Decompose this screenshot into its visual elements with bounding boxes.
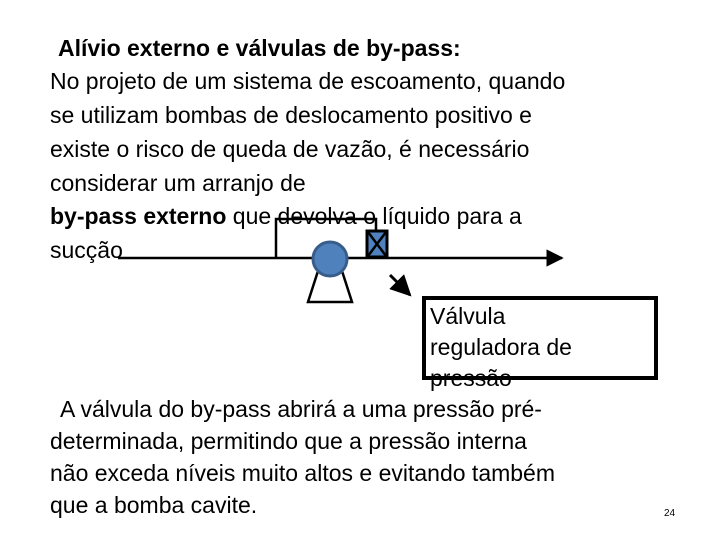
bypass-term: by-pass externo	[50, 203, 227, 229]
callout-label	[430, 301, 572, 394]
conclusion-line-1: A válvula do by-pass abrirá a uma pressão pré-	[60, 396, 542, 422]
callout-line-2: reguladora de	[430, 334, 572, 360]
callout-line-3: pressão	[430, 365, 512, 391]
callout-line-1: Válvula	[430, 303, 506, 329]
slide-heading: Alívio externo e válvulas de by-pass:	[58, 35, 461, 61]
intro-line-last: sucção	[50, 237, 123, 263]
intro-line-2: se utilizam bombas de deslocamento positivo e	[50, 102, 532, 128]
valve-icon	[367, 231, 387, 257]
conclusion-line-4: que a bomba cavite.	[50, 492, 258, 518]
bypass-rest: que devolva o líquido para a	[226, 203, 522, 229]
pump-icon	[313, 242, 347, 276]
intro-line-3: existe o risco de queda de vazão, é necessário	[50, 136, 530, 162]
conclusion-line-2: determinada, permitindo que a pressão interna	[50, 428, 527, 454]
conclusion-line-3: não exceda níveis muito altos e evitando também	[50, 460, 556, 486]
intro-line-4: considerar um arranjo de	[50, 170, 306, 196]
callout-arrow	[390, 275, 410, 295]
intro-line-1: No projeto de um sistema de escoamento, quando	[50, 68, 566, 94]
page-number: 24	[664, 508, 676, 519]
